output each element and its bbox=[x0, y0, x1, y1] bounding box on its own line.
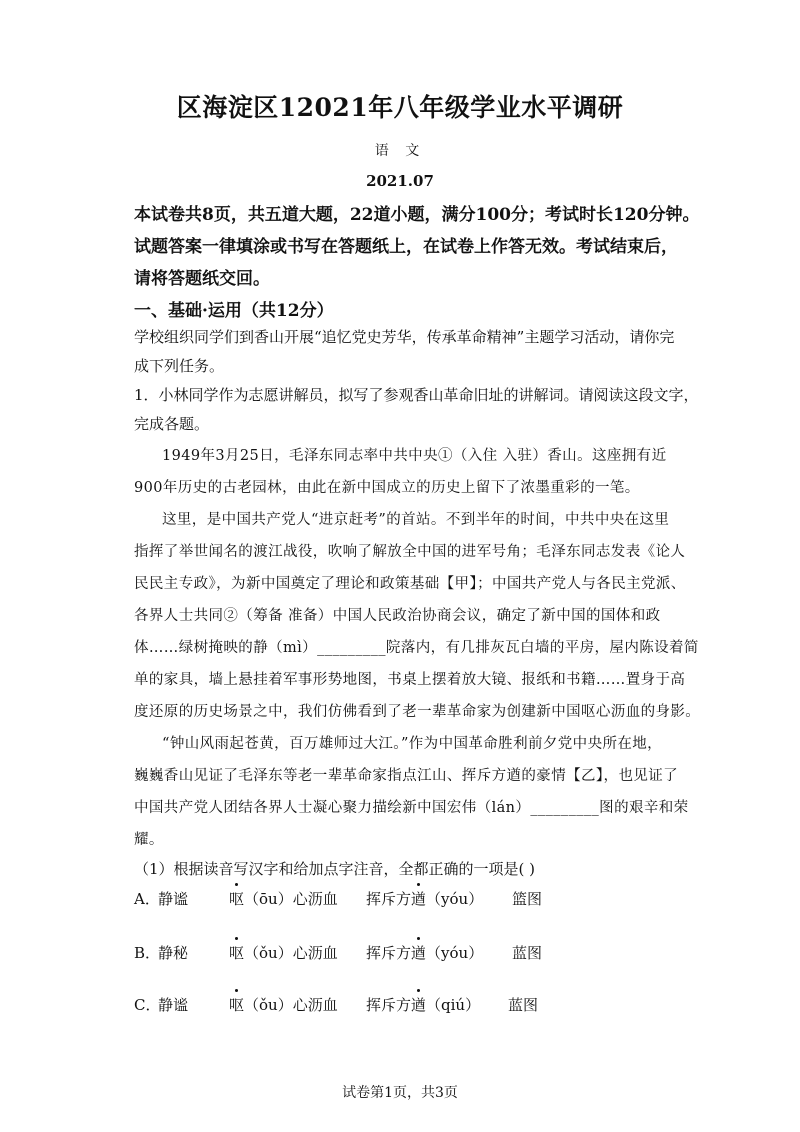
question-stem: （1）根据读音写汉字和给加点字注音，全都正确的一项是( ) bbox=[134, 860, 536, 878]
passage-line: 900年历史的古老园林，由此在新中国成立的历史上留下了浓墨重彩的一笔。 bbox=[134, 480, 640, 496]
option-word-4: 篮图 bbox=[512, 890, 543, 908]
passage-line: 耀。 bbox=[134, 832, 164, 848]
passage-line: 民民主专政》，为新中国奠定了理论和政策基础【甲】；中国共产党人与各民主党派、 bbox=[134, 576, 686, 592]
passage-line: 各界人士共同②（筹备 准备）中国人民政治协商会议，确定了新中国的国体和政 bbox=[134, 608, 661, 624]
option-word-3 bbox=[366, 888, 483, 909]
option-letter: C． bbox=[134, 996, 161, 1014]
page-title: 区海淀区12021年八年级学业水平调研 bbox=[176, 93, 624, 122]
option-word-4: 蓝图 bbox=[508, 996, 539, 1014]
option-pinyin: （ǒu）心沥血 bbox=[244, 996, 338, 1014]
option-word-2 bbox=[229, 942, 338, 963]
intro-line-2: 成下列任务。 bbox=[134, 357, 225, 375]
option-pinyin: （yóu） bbox=[426, 944, 484, 962]
option-phrase: 挥斥方 bbox=[366, 890, 412, 908]
passage-line: 度还原的历史场景之中，我们仿佛看到了老一辈革命家为创建新中国呕心沥血的身影。 bbox=[134, 704, 701, 720]
notice-line-1: 本试卷共8页，共五道大题，22道小题，满分100分；考试时长120分钟。 bbox=[134, 205, 700, 225]
passage-line: 这里，是中国共产党人“进京赶考”的首站。不到半年的时间，中共中央在这里 bbox=[162, 512, 670, 528]
passage-line: 巍巍香山见证了毛泽东等老一辈革命家指点江山、挥斥方遒的豪情【乙】，也见证了 bbox=[134, 768, 679, 784]
option-word-2 bbox=[229, 888, 338, 909]
option-word-1: 静谧 bbox=[158, 890, 189, 908]
question-1-line-2: 完成各题。 bbox=[134, 415, 210, 433]
option-phrase: 挥斥方 bbox=[366, 944, 412, 962]
passage-line: 1949年3月25日，毛泽东同志率中共中央①（入住 入驻）香山。这座拥有近 bbox=[162, 448, 667, 464]
page-footer: 试卷第1页，共3页 bbox=[342, 1085, 458, 1101]
exam-date: 2021.07 bbox=[366, 172, 434, 190]
passage-line: 指挥了举世闻名的渡江战役，吹响了解放全中国的进军号角；毛泽东同志发表《论人 bbox=[134, 544, 686, 560]
subject-label: 语 文 bbox=[374, 143, 426, 159]
option-pinyin: （ǒu）心沥血 bbox=[244, 944, 338, 962]
option-pinyin: （ōu）心沥血 bbox=[244, 890, 338, 908]
option-word-3 bbox=[366, 942, 483, 963]
dotted-char: 遒 bbox=[411, 944, 427, 962]
option-word-1: 静谧 bbox=[158, 996, 189, 1014]
option-letter: A． bbox=[134, 890, 160, 908]
passage-line: 中国共产党人团结各界人士凝心聚力描绘新中国宏伟（lán）_________图的艰辛和荣 bbox=[134, 800, 689, 816]
option-pinyin: （qiú） bbox=[426, 996, 481, 1014]
intro-line-1: 学校组织同学们到香山开展“追忆党史芳华，传承革命精神”主题学习活动，请你完 bbox=[134, 328, 675, 346]
passage-line: 单的家具，墙上悬挂着军事形势地图，书桌上摆着放大镜、报纸和书籍……置身于高 bbox=[134, 672, 686, 688]
dotted-char: 呕 bbox=[229, 996, 245, 1014]
option-letter: B． bbox=[134, 944, 161, 962]
question-1-line-1: 1．小林同学作为志愿讲解员，拟写了参观香山革命旧址的讲解词。请阅读这段文字， bbox=[134, 386, 699, 404]
dotted-char: 遒 bbox=[411, 996, 427, 1014]
option-word-1: 静秘 bbox=[158, 944, 189, 962]
option-word-2 bbox=[229, 994, 338, 1015]
notice-line-3: 请将答题纸交回。 bbox=[134, 269, 270, 289]
dotted-char: 呕 bbox=[229, 944, 245, 962]
option-pinyin: （yóu） bbox=[426, 890, 484, 908]
option-phrase: 挥斥方 bbox=[366, 996, 412, 1014]
option-word-3 bbox=[366, 994, 480, 1015]
dotted-char: 遒 bbox=[411, 890, 427, 908]
passage-line: 体……绿树掩映的静（mì）_________院落内，有几排灰瓦白墙的平房，屋内陈设着简 bbox=[134, 640, 699, 656]
passage-line: “钟山风雨起苍黄，百万雄师过大江。”作为中国革命胜利前夕党中央所在地， bbox=[162, 736, 663, 752]
option-word-4: 蓝图 bbox=[512, 944, 543, 962]
section-heading: 一、基础·运用（共12分） bbox=[134, 301, 334, 321]
dotted-char: 呕 bbox=[229, 890, 245, 908]
notice-line-2: 试题答案一律填涂或书写在答题纸上，在试卷上作答无效。考试结束后， bbox=[134, 237, 678, 257]
